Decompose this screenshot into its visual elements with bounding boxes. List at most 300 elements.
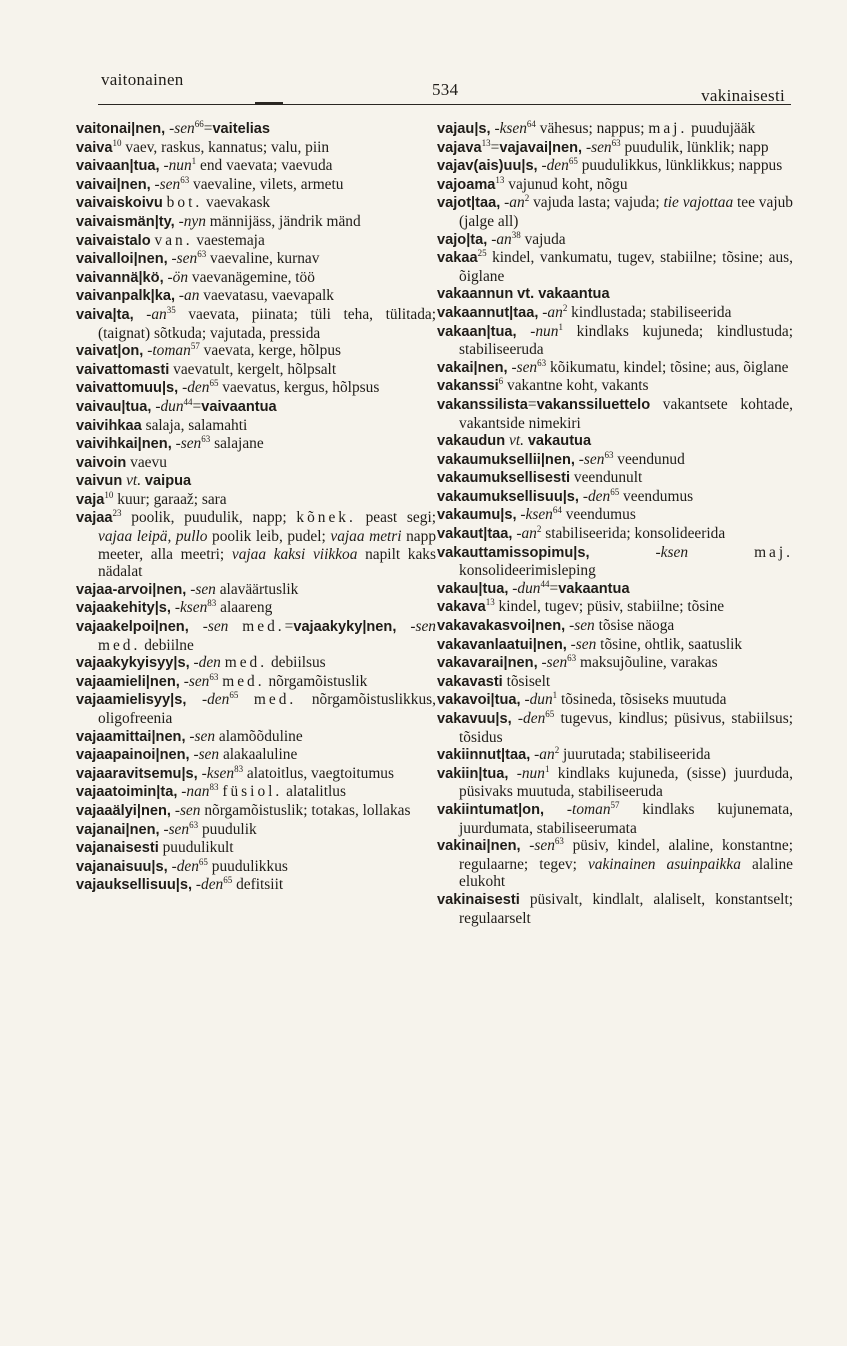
grammar-form: -an bbox=[178, 287, 200, 305]
inflection-class: 66 bbox=[194, 118, 204, 129]
definition-text: tõsine, ohtlik, saatuslik bbox=[596, 635, 743, 653]
headword: vajoama bbox=[437, 176, 496, 193]
dictionary-entry bbox=[76, 176, 436, 195]
dictionary-entry bbox=[76, 802, 436, 821]
inflection-class: 65 bbox=[545, 708, 555, 719]
headword: vakiinnut|taa, bbox=[437, 747, 531, 764]
inflection-class: 63 bbox=[201, 433, 211, 444]
definition-text: vaev, raskus, kannatus; valu, piin bbox=[121, 138, 330, 156]
grammar-form: -den bbox=[195, 876, 224, 894]
definition-text: poolik, puudulik, napp; bbox=[121, 509, 297, 527]
inflection-class: 83 bbox=[234, 763, 244, 774]
headword: vakanssilista bbox=[437, 396, 528, 413]
inflection-class: 64 bbox=[552, 505, 562, 516]
dictionary-entry bbox=[437, 525, 793, 544]
dictionary-entry bbox=[437, 598, 793, 617]
definition-text: end vaevata; vaevuda bbox=[196, 157, 333, 175]
grammar-form: -den bbox=[541, 157, 569, 175]
headword: vaivattomuu|s, bbox=[76, 380, 179, 397]
inflection-class: 65 bbox=[223, 875, 233, 886]
grammar-form: -sen bbox=[183, 672, 210, 690]
grammar-form: -sen bbox=[190, 580, 216, 598]
definition-text: vaevatasu, vaevapalk bbox=[199, 287, 335, 305]
dictionary-entry bbox=[437, 544, 793, 580]
inflection-class: 57 bbox=[610, 799, 620, 810]
inflection-class: 2 bbox=[524, 193, 530, 204]
grammar-form: -den bbox=[582, 487, 611, 505]
label-abbrev: van. bbox=[154, 231, 193, 249]
headword: vaivaan|tua, bbox=[76, 158, 160, 175]
definition-text bbox=[508, 765, 516, 782]
inflection-class: 13 bbox=[485, 597, 495, 608]
headword: vaivihkai|nen, bbox=[76, 436, 172, 453]
definition-text: puudujääk bbox=[687, 120, 756, 137]
definition-text: vajuda lasta; vajuda; bbox=[529, 194, 664, 212]
headword: vaivoin bbox=[76, 454, 127, 471]
headword: vajau|s, bbox=[437, 121, 491, 137]
dictionary-entry bbox=[437, 580, 793, 599]
grammar-form: -nyn bbox=[178, 212, 206, 230]
dictionary-entry bbox=[437, 359, 793, 378]
dictionary-entry bbox=[437, 451, 793, 470]
dictionary-entry bbox=[76, 618, 436, 654]
definition-text: vajuda bbox=[520, 230, 566, 248]
definition-text: nõrgamõistuslikkus, oligofreenia bbox=[98, 691, 436, 727]
headword: vajanaisesti bbox=[76, 840, 159, 857]
grammar-form: -dun bbox=[512, 579, 541, 597]
definition-text: kindlaks kujuneda; kindlustuda; stabiliseeruda bbox=[459, 322, 793, 359]
definition-text: alamõõduline bbox=[215, 727, 303, 745]
dictionary-entry bbox=[437, 194, 793, 230]
headword: vaivaantua bbox=[201, 398, 277, 415]
headword: vakavuu|s, bbox=[437, 711, 512, 727]
headword: vt. vakaantua bbox=[517, 286, 610, 303]
headword: vajanai|nen, bbox=[76, 821, 160, 838]
dictionary-entry bbox=[76, 232, 436, 251]
definition-text: vaevu bbox=[126, 453, 167, 471]
grammar-form: -sen bbox=[569, 617, 595, 635]
grammar-form: -den bbox=[182, 379, 210, 397]
inflection-class: 35 bbox=[166, 304, 176, 315]
inflection-class: 65 bbox=[198, 856, 208, 867]
grammar-form: -dun bbox=[155, 397, 184, 415]
dictionary-entry bbox=[437, 506, 793, 525]
headword: vakava bbox=[437, 599, 486, 616]
headword: vaivanpalk|ka, bbox=[76, 288, 176, 305]
definition-text: alaväärtuslik bbox=[215, 580, 299, 598]
inflection-class: 57 bbox=[190, 341, 200, 351]
grammar-form: -sen bbox=[570, 635, 597, 653]
headword: vaivalloi|nen, bbox=[76, 251, 168, 268]
dictionary-entry bbox=[437, 323, 793, 359]
headword: vajaamittai|nen, bbox=[76, 728, 186, 745]
definition-text: puudulikkus, lünklikkus; nappus bbox=[577, 157, 783, 175]
label-abbrev: med. bbox=[98, 636, 141, 654]
grammar-form: -den bbox=[517, 710, 546, 727]
inflection-class: 65 bbox=[610, 486, 620, 497]
definition-text: = bbox=[549, 579, 559, 597]
headword: vajaa bbox=[76, 510, 113, 527]
inflection-class: 6 bbox=[498, 376, 504, 387]
headword: vakaannut|taa, bbox=[437, 304, 539, 321]
inflection-class: 38 bbox=[511, 229, 521, 240]
headword: vajaamielisyy|s, bbox=[76, 692, 187, 709]
dictionary-entry bbox=[76, 306, 436, 342]
inflection-class: 63 bbox=[197, 249, 207, 260]
headword: vajaapainoi|nen, bbox=[76, 747, 190, 764]
definition-text: puudulikult bbox=[158, 839, 234, 857]
inflection-class: 1 bbox=[558, 321, 563, 332]
definition-text: debiilne bbox=[140, 636, 194, 654]
grammar-form: -an bbox=[534, 746, 555, 764]
headword: vakaantua bbox=[558, 580, 630, 597]
dictionary-entry bbox=[76, 213, 436, 232]
headword: vakauttamissopimu|s, bbox=[437, 544, 590, 561]
dictionary-entry bbox=[437, 837, 793, 891]
dictionary-entry bbox=[437, 396, 793, 432]
definition-text bbox=[396, 618, 410, 635]
label-abbrev: maj. bbox=[648, 120, 688, 137]
dictionary-entry bbox=[76, 194, 436, 213]
inflection-class: 44 bbox=[183, 396, 193, 407]
headword: vajauksellisuu|s, bbox=[76, 877, 193, 894]
dictionary-entry bbox=[437, 249, 793, 285]
grammar-form: -den bbox=[171, 857, 199, 875]
definition-text: debiilsus bbox=[267, 654, 326, 672]
definition-text: männijäss, jändrik mänd bbox=[205, 212, 361, 230]
dictionary-entry bbox=[76, 765, 436, 784]
headword: vakaannun bbox=[437, 286, 514, 303]
label-abbrev: bot. bbox=[166, 194, 203, 212]
headword: vajaakelpoi|nen, bbox=[76, 619, 189, 636]
headword: vaitelias bbox=[212, 121, 271, 137]
grammar-form: -nun bbox=[530, 322, 559, 340]
dictionary-entry bbox=[437, 765, 793, 801]
grammar-form: -sen bbox=[171, 250, 198, 268]
dictionary-entry bbox=[76, 858, 436, 877]
definition-text bbox=[238, 691, 254, 708]
headword: vakiintumat|on, bbox=[437, 801, 545, 818]
inflection-class: 25 bbox=[477, 248, 487, 259]
inflection-class: 65 bbox=[229, 690, 239, 701]
dictionary-entry bbox=[437, 746, 793, 765]
definition-text: tugevus, kindlus; püsivus, stabiilsus; tõsidus bbox=[459, 710, 793, 746]
definition-text: salaja, salamahti bbox=[141, 416, 248, 434]
definition-text: nõrgamõistuslik bbox=[264, 672, 368, 690]
dictionary-entry bbox=[76, 491, 436, 510]
headword: vajaamieli|nen, bbox=[76, 673, 180, 690]
grammar-form: -sen bbox=[541, 654, 568, 672]
grammar-form: -an bbox=[491, 230, 512, 248]
inflection-class: 13 bbox=[481, 137, 491, 148]
definition-text bbox=[134, 306, 147, 323]
definition-text: vaevata, piinata; tüli teha, tülitada; (taignat) sõtkuda; vajutada, pressida bbox=[98, 305, 437, 342]
dictionary-entry bbox=[437, 469, 793, 488]
definition-text bbox=[186, 691, 202, 708]
headword: vakaumuksellisesti bbox=[437, 470, 571, 487]
dictionary-entry bbox=[76, 342, 436, 361]
dictionary-entry bbox=[437, 654, 793, 673]
definition-text: kindlaks kujunemata, juurdumata, stabiliseerumata bbox=[459, 800, 793, 837]
definition-text: kuur; garaaž; sara bbox=[113, 490, 227, 508]
headword: vaivat|on, bbox=[76, 343, 144, 360]
definition-text bbox=[517, 323, 531, 340]
grammar-form: -toman bbox=[566, 800, 611, 818]
headword: vajaaravitsemu|s, bbox=[76, 765, 198, 782]
grammar-form: -ksen bbox=[520, 506, 553, 524]
grammar-form: -sen bbox=[154, 175, 181, 193]
inflection-class: 65 bbox=[209, 378, 219, 389]
dictionary-entry bbox=[76, 157, 436, 176]
definition-text: vaevaline, vilets, armetu bbox=[189, 175, 344, 193]
grammar-form: -sen bbox=[202, 618, 229, 636]
inflection-class: 83 bbox=[209, 782, 219, 793]
inflection-class: 65 bbox=[568, 156, 578, 167]
headword: vaiva bbox=[76, 139, 113, 156]
grammar-form: -sen bbox=[529, 837, 555, 855]
headword: vakinai|nen, bbox=[437, 838, 521, 855]
label-abbrev: kõnek. bbox=[296, 509, 356, 527]
headword: vakavanlaatui|nen, bbox=[437, 636, 567, 653]
headword: vakaumuksellisuu|s, bbox=[437, 488, 579, 505]
headword: vajaa-arvoi|nen, bbox=[76, 581, 187, 598]
headword: vajaakehity|s, bbox=[76, 600, 171, 617]
inflection-class: 1 bbox=[552, 690, 558, 701]
headword: vaipua bbox=[144, 473, 192, 490]
dictionary-entry bbox=[437, 432, 793, 451]
inflection-class: 2 bbox=[536, 523, 542, 534]
headword: vajo|ta, bbox=[437, 231, 488, 248]
definition-text: alatoitlus, vaegtoitumus bbox=[243, 764, 394, 782]
example: vajaa kaksi viikkoa bbox=[231, 545, 358, 563]
definition-text: puudulik bbox=[198, 820, 257, 838]
inflection-class: 63 bbox=[180, 174, 190, 185]
definition-text: = bbox=[490, 138, 500, 156]
definition-text: puudulik, lünklik; napp bbox=[620, 138, 769, 156]
inflection-class: 2 bbox=[554, 745, 560, 756]
label-abbrev: maj. bbox=[754, 543, 793, 561]
inflection-class: 63 bbox=[554, 836, 564, 847]
dictionary-entry bbox=[76, 472, 436, 491]
headword: vakaudun bbox=[437, 433, 506, 450]
grammar-form: -sen bbox=[578, 450, 605, 468]
headword: vaivannä|kö, bbox=[76, 269, 164, 286]
inflection-class: 1 bbox=[544, 763, 550, 774]
label-abbrev: med. bbox=[253, 691, 297, 709]
definition-text: kindlustada; stabiliseerida bbox=[567, 303, 732, 321]
header-rule bbox=[98, 104, 791, 105]
definition-text bbox=[544, 801, 567, 818]
headword: vajav(ais)uu|s, bbox=[437, 158, 538, 175]
grammar-form: -sen bbox=[174, 801, 201, 819]
inflection-class: 63 bbox=[537, 357, 547, 368]
dictionary-entry bbox=[76, 839, 436, 858]
definition-text: peast segi; bbox=[355, 509, 437, 527]
dictionary-entry bbox=[437, 176, 793, 195]
grammar-form: -sen bbox=[511, 358, 538, 376]
definition-text: nõrgamõistuslik; totakas, lollakas bbox=[200, 801, 411, 819]
grammar-form: -ksen bbox=[655, 543, 689, 561]
headword: vajavai|nen, bbox=[499, 139, 583, 156]
inflection-class: 63 bbox=[209, 671, 219, 682]
example: tie vajottaa bbox=[663, 194, 734, 212]
definition-text: vaevatult, kergelt, hõlpsalt bbox=[169, 360, 337, 378]
dictionary-entry bbox=[76, 139, 436, 158]
definition-text: vähesus; nappus; bbox=[535, 120, 649, 137]
dictionary-entry bbox=[76, 250, 436, 269]
dictionary-entry bbox=[76, 509, 436, 580]
headword: vaivattomasti bbox=[76, 361, 170, 378]
inflection-class: 23 bbox=[112, 508, 122, 519]
grammar-form: -sen bbox=[169, 120, 195, 137]
dictionary-entry bbox=[437, 157, 793, 176]
definition-text: = bbox=[192, 397, 202, 415]
left-column bbox=[76, 120, 436, 895]
grammar-form: -den bbox=[201, 691, 230, 709]
dictionary-entry bbox=[76, 783, 436, 802]
dictionary-entry bbox=[437, 891, 793, 927]
inflection-class: 44 bbox=[540, 578, 550, 589]
example: vajaa leipä, pullo bbox=[98, 528, 208, 546]
dictionary-entry bbox=[76, 361, 436, 380]
definition-text: kindel, tugev; püsiv, stabiilne; tõsine bbox=[494, 598, 725, 616]
inflection-class: 63 bbox=[611, 137, 621, 148]
definition-text: vaevatus, kergus, hõlpsus bbox=[218, 379, 380, 397]
dictionary-entry bbox=[76, 120, 436, 139]
inflection-class: 2 bbox=[562, 302, 568, 313]
definition-text: vaevakask bbox=[202, 194, 271, 212]
definition-text: veendumus bbox=[561, 506, 636, 524]
dictionary-entry bbox=[76, 269, 436, 288]
definition-text: vakantne koht, vakants bbox=[503, 377, 649, 395]
right-column bbox=[437, 120, 793, 927]
dictionary-entry bbox=[437, 617, 793, 636]
inflection-class: 10 bbox=[112, 137, 122, 148]
headword: vajava bbox=[437, 139, 482, 156]
grammar-form: -an bbox=[542, 303, 563, 321]
example: vajaa metri bbox=[330, 528, 402, 546]
headword: vajaakykyisyy|s, bbox=[76, 655, 190, 672]
headword: vaivaistalo bbox=[76, 232, 151, 249]
headword: vaivaiskoivu bbox=[76, 195, 163, 212]
definition-text: defitsiit bbox=[232, 876, 284, 894]
headword: vajanaisuu|s, bbox=[76, 858, 168, 875]
definition-text bbox=[590, 544, 656, 561]
dictionary-entry bbox=[437, 304, 793, 323]
definition-text: stabiliseerida; konsolideerida bbox=[541, 525, 726, 543]
inflection-class: 64 bbox=[526, 118, 536, 129]
dictionary-entry bbox=[76, 876, 436, 895]
definition-text: kindlaks kujuneda, (sisse) juurduda, püsivaks muutuda, stabiliseeruda bbox=[459, 764, 793, 801]
definition-text: vaevanägemine, töö bbox=[188, 268, 315, 286]
dictionary-entry bbox=[437, 801, 793, 837]
dictionary-entry bbox=[76, 454, 436, 473]
definition-text: tee vajub (jalge all) bbox=[459, 194, 793, 230]
definition-text: veendumus bbox=[619, 487, 694, 505]
grammar-form: -sen bbox=[193, 746, 220, 764]
dictionary-entry bbox=[76, 654, 436, 673]
definition-text: veendunud bbox=[613, 450, 685, 468]
grammar-form: -ön bbox=[167, 268, 189, 286]
inflection-class: 1 bbox=[191, 156, 197, 167]
headword: vakau|tua, bbox=[437, 580, 509, 597]
label-abbrev: med. bbox=[242, 618, 285, 636]
headword: vakautua bbox=[527, 433, 592, 450]
grammar-form: vt. bbox=[508, 432, 524, 450]
dictionary-entry bbox=[76, 821, 436, 840]
definition-text: tõsineda, tõsiseks muutuda bbox=[557, 691, 727, 709]
definition-text: salajane bbox=[210, 435, 264, 453]
dictionary-entry bbox=[437, 636, 793, 655]
headword: vaitonai|nen, bbox=[76, 121, 166, 137]
page-number: 534 bbox=[432, 80, 459, 99]
headword: vakavasti bbox=[437, 673, 503, 690]
definition-text bbox=[521, 837, 530, 854]
definition-text: alaline elukoht bbox=[459, 855, 794, 891]
dictionary-entry bbox=[76, 691, 436, 727]
headword: vajaakyky|nen, bbox=[293, 619, 397, 636]
grammar-form: -toman bbox=[147, 342, 191, 360]
headword: vaivau|tua, bbox=[76, 398, 152, 415]
headword: vaivai|nen, bbox=[76, 176, 151, 193]
grammar-form: -ksen bbox=[174, 599, 208, 617]
definition-text: napilt kaks nädalat bbox=[98, 545, 436, 581]
dictionary-entry bbox=[76, 673, 436, 692]
inflection-class: 83 bbox=[207, 598, 217, 609]
dictionary-entry bbox=[437, 377, 793, 396]
inflection-class: 63 bbox=[189, 819, 199, 830]
grammar-form: -nun bbox=[516, 764, 545, 782]
definition-text: vajunud koht, nõgu bbox=[504, 175, 628, 193]
headword: vakaumu|s, bbox=[437, 507, 517, 524]
dictionary-entry bbox=[76, 287, 436, 306]
definition-text: veendunult bbox=[570, 469, 643, 487]
definition-text: = bbox=[284, 618, 294, 636]
grammar-form: -den bbox=[193, 654, 221, 672]
definition-text: = bbox=[203, 120, 213, 137]
definition-text: alakaaluline bbox=[219, 746, 298, 764]
headword: vajot|taa, bbox=[437, 195, 501, 212]
running-head-right: vakinaisesti bbox=[701, 86, 785, 105]
headword: vakavoi|tua, bbox=[437, 692, 521, 709]
dictionary-entry bbox=[437, 488, 793, 507]
headword: vaiva|ta, bbox=[76, 306, 134, 323]
headword: vakanssiluettelo bbox=[536, 396, 651, 413]
headword: vakinaisesti bbox=[437, 891, 520, 908]
dictionary-entry bbox=[437, 285, 793, 304]
definition-text: maksujõuline, varakas bbox=[576, 654, 718, 672]
label-abbrev: med. bbox=[224, 654, 268, 672]
headword: vakanssi bbox=[437, 378, 499, 395]
definition-text: poolik leib, pudel; bbox=[207, 528, 331, 546]
definition-text: puudulikkus bbox=[207, 857, 288, 875]
dictionary-entry bbox=[76, 379, 436, 398]
definition-text: kindel, vankumatu, tugev, stabiilne; tõsine; aus, õiglane bbox=[459, 249, 793, 285]
headword: vakaut|taa, bbox=[437, 526, 513, 543]
dictionary-entry bbox=[76, 398, 436, 417]
dictionary-entry bbox=[437, 139, 793, 158]
definition-text bbox=[688, 544, 754, 561]
inflection-class: 13 bbox=[495, 174, 505, 185]
headword: vakai|nen, bbox=[437, 359, 508, 376]
header-rule-accent bbox=[255, 102, 283, 105]
dictionary-entry bbox=[437, 231, 793, 250]
grammar-form: -ksen bbox=[201, 764, 235, 782]
dictionary-entry bbox=[76, 746, 436, 765]
definition-text: kõikumatu, kindel; tõsine; aus, õiglane bbox=[546, 358, 789, 376]
definition-text: vakantsete kohtade, vakantside nimekiri bbox=[459, 395, 793, 432]
headword: vakaa bbox=[437, 250, 478, 267]
